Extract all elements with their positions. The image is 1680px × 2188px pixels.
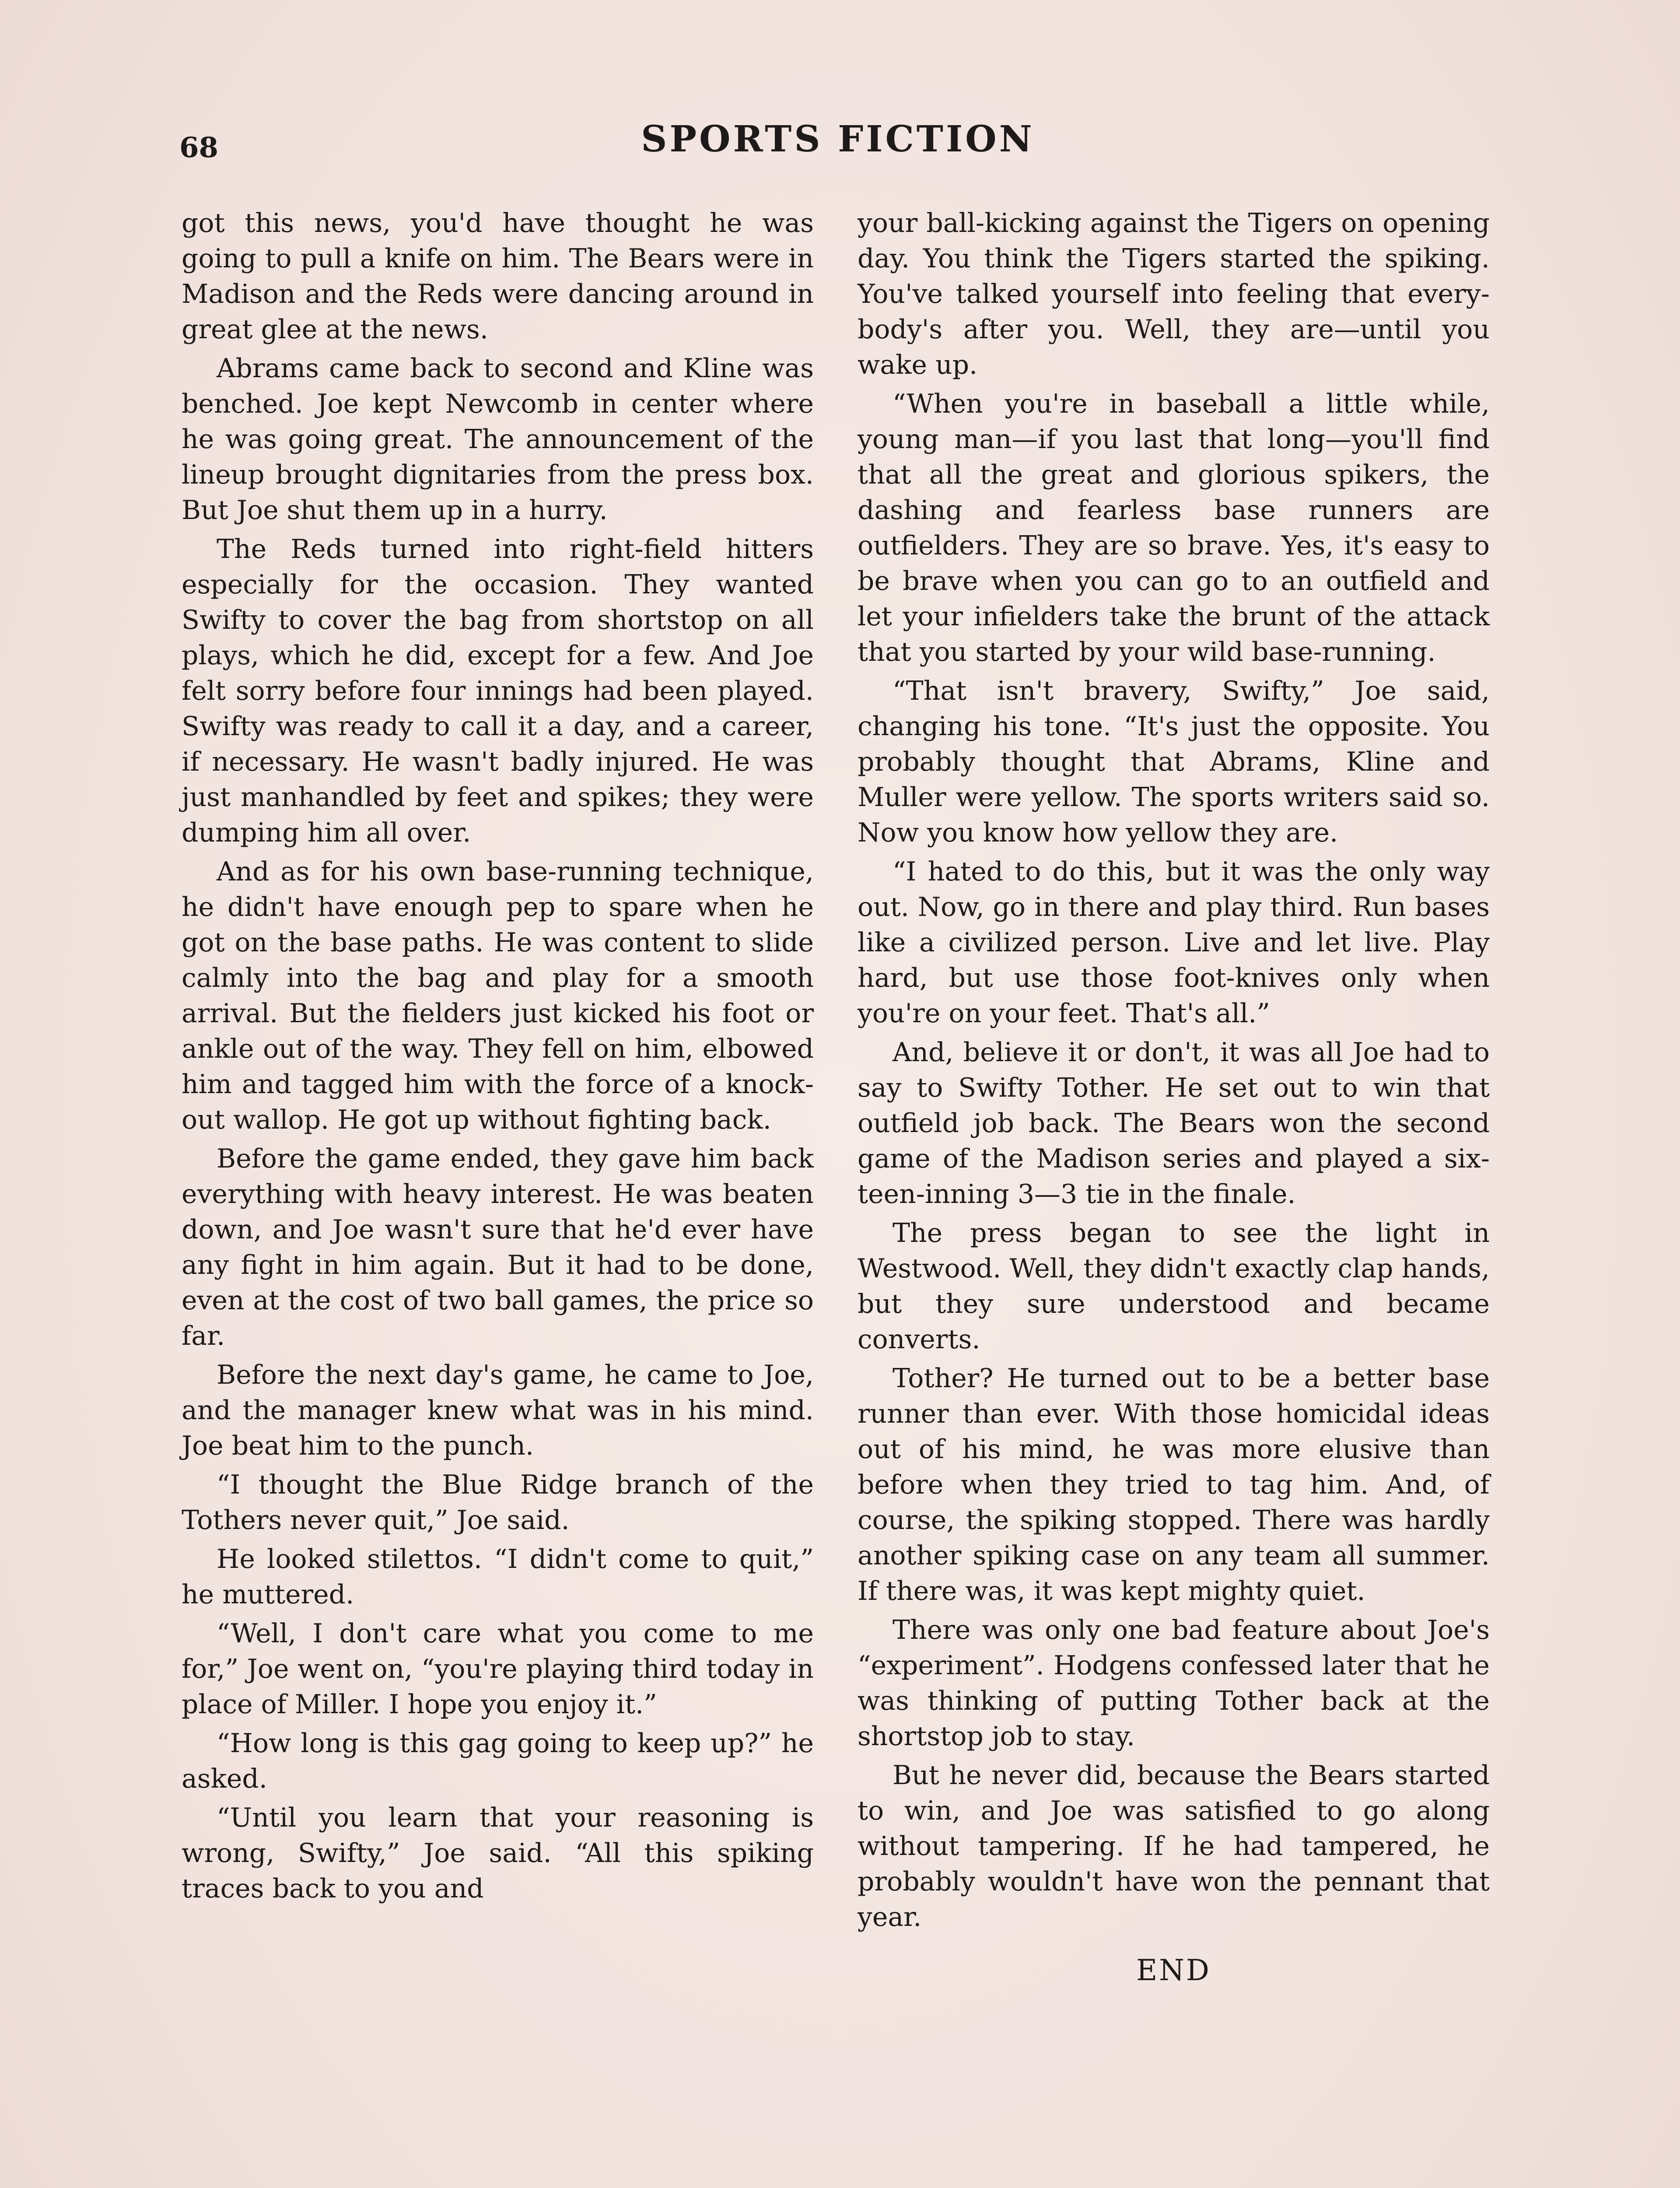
left-column	[182, 206, 814, 1910]
paragraph: “I hated to do this, but it was the only way out. Now, go in there and play third. Run bases like a civilized person. Live and let live. Play hard, but use those foot-knives only when you're on your feet. That's all.”	[858, 856, 1490, 1029]
paragraph: Abrams came back to second and Kline was benched. Joe kept Newcomb in center where he was going great. The announcement of the lineup brought dignitaries from the press box. But Joe shut them up in a hurry.	[182, 353, 814, 526]
paragraph: “How long is this gag going to keep up?” he asked.	[182, 1728, 814, 1794]
paragraph: The Reds turned into right-field hitters especially for the occasion. They wanted Swifty to cover the bag from shortstop on all plays, which he did, except for a few. And Joe felt sorry before four innings had been played. Swifty was ready to call it a day, and a career, if necessary. He wasn't badly injured. He was just manhandled by feet and spikes; they were dumping him all over.	[182, 534, 814, 848]
paragraph: But he never did, because the Bears started to win, and Joe was satisfied to go along without tampering. If he had tampered, he probably wouldn't have won the pennant that year.	[858, 1760, 1490, 1932]
paragraph: And, believe it or don't, it was all Joe had to say to Swifty Tother. He set out to win that outfield job back. The Bears won the second game of the Madison series and played a sixteen-inning 3—3 tie in the finale.	[858, 1037, 1490, 1210]
paragraph: The press began to see the light in Westwood. Well, they didn't exactly clap hands, but they sure understood and became converts.	[858, 1218, 1490, 1355]
paragraph: “I thought the Blue Ridge branch of the Tothers never quit,” Joe said.	[182, 1469, 814, 1536]
paragraph: “Until you learn that your reasoning is wrong, Swifty,” Joe said. “All this spiking traces back to you and	[182, 1802, 814, 1904]
running-title: SPORTS FICTION	[641, 118, 1035, 160]
paragraph: Before the game ended, they gave him back everything with heavy interest. He was beaten down, and Joe wasn't sure that he'd ever have any fight in him again. But it had to be done, even at the cost of two ball games, the price so far.	[182, 1143, 814, 1351]
paragraph: “That isn't bravery, Swifty,” Joe said, changing his tone. “It's just the opposite. You probably thought that Abrams, Kline and Muller were yellow. The sports writers said so. Now you know how yellow they are.	[858, 676, 1490, 848]
paragraph: “When you're in baseball a little while, young man—if you last that long—you'll find that all the great and glorious spikers, the dashing and fearless base runners are outfielders. They are so brave. Yes, it's easy to be brave when you can go to an outfield and let your infielders take the brunt of the attack that you started by your wild base-running.	[858, 389, 1490, 667]
paragraph: Before the next day's game, he came to Joe, and the manager knew what was in his mind. Joe beat him to the punch.	[182, 1360, 814, 1461]
paragraph: Tother? He turned out to be a better base runner than ever. With those homicidal ideas out of his mind, he was more elusive than before when they tried to tag him. And, of course, the spiking stopped. There was hardly another spiking case on any team all summer. If there was, it was kept mighty quiet.	[858, 1363, 1490, 1606]
paragraph: He looked stilettos. “I didn't come to quit,” he muttered.	[182, 1544, 814, 1610]
end-mark: END	[1136, 1953, 1211, 1987]
paragraph: There was only one bad feature about Joe's “experiment”. Hodgens confessed later that he was thinking of putting Tother back at the shortstop job to stay.	[858, 1615, 1490, 1752]
paragraph: got this news, you'd have thought he was going to pull a knife on him. The Bears were in Madison and the Reds were dancing around in great glee at the news.	[182, 208, 814, 345]
paragraph: And as for his own base-running technique, he didn't have enough pep to spare when he got on the base paths. He was content to slide calmly into the bag and play for a smooth arrival. But the fielders just kicked his foot or ankle out of the way. They fell on him, elbowed him and tagged him with the force of a knockout wallop. He got up without fighting back.	[182, 856, 814, 1135]
page-number: 68	[179, 131, 219, 164]
page-header	[179, 118, 1496, 166]
paragraph: “Well, I don't care what you come to me for,” Joe went on, “you're playing third today in place of Miller. I hope you enjoy it.”	[182, 1618, 814, 1720]
paragraph: your ball-kicking against the Tigers on opening day. You think the Tigers started the spiking. You've talked yourself into feeling that everybody's after you. Well, they are—until you wake up.	[858, 208, 1490, 380]
right-column	[858, 206, 1490, 1988]
